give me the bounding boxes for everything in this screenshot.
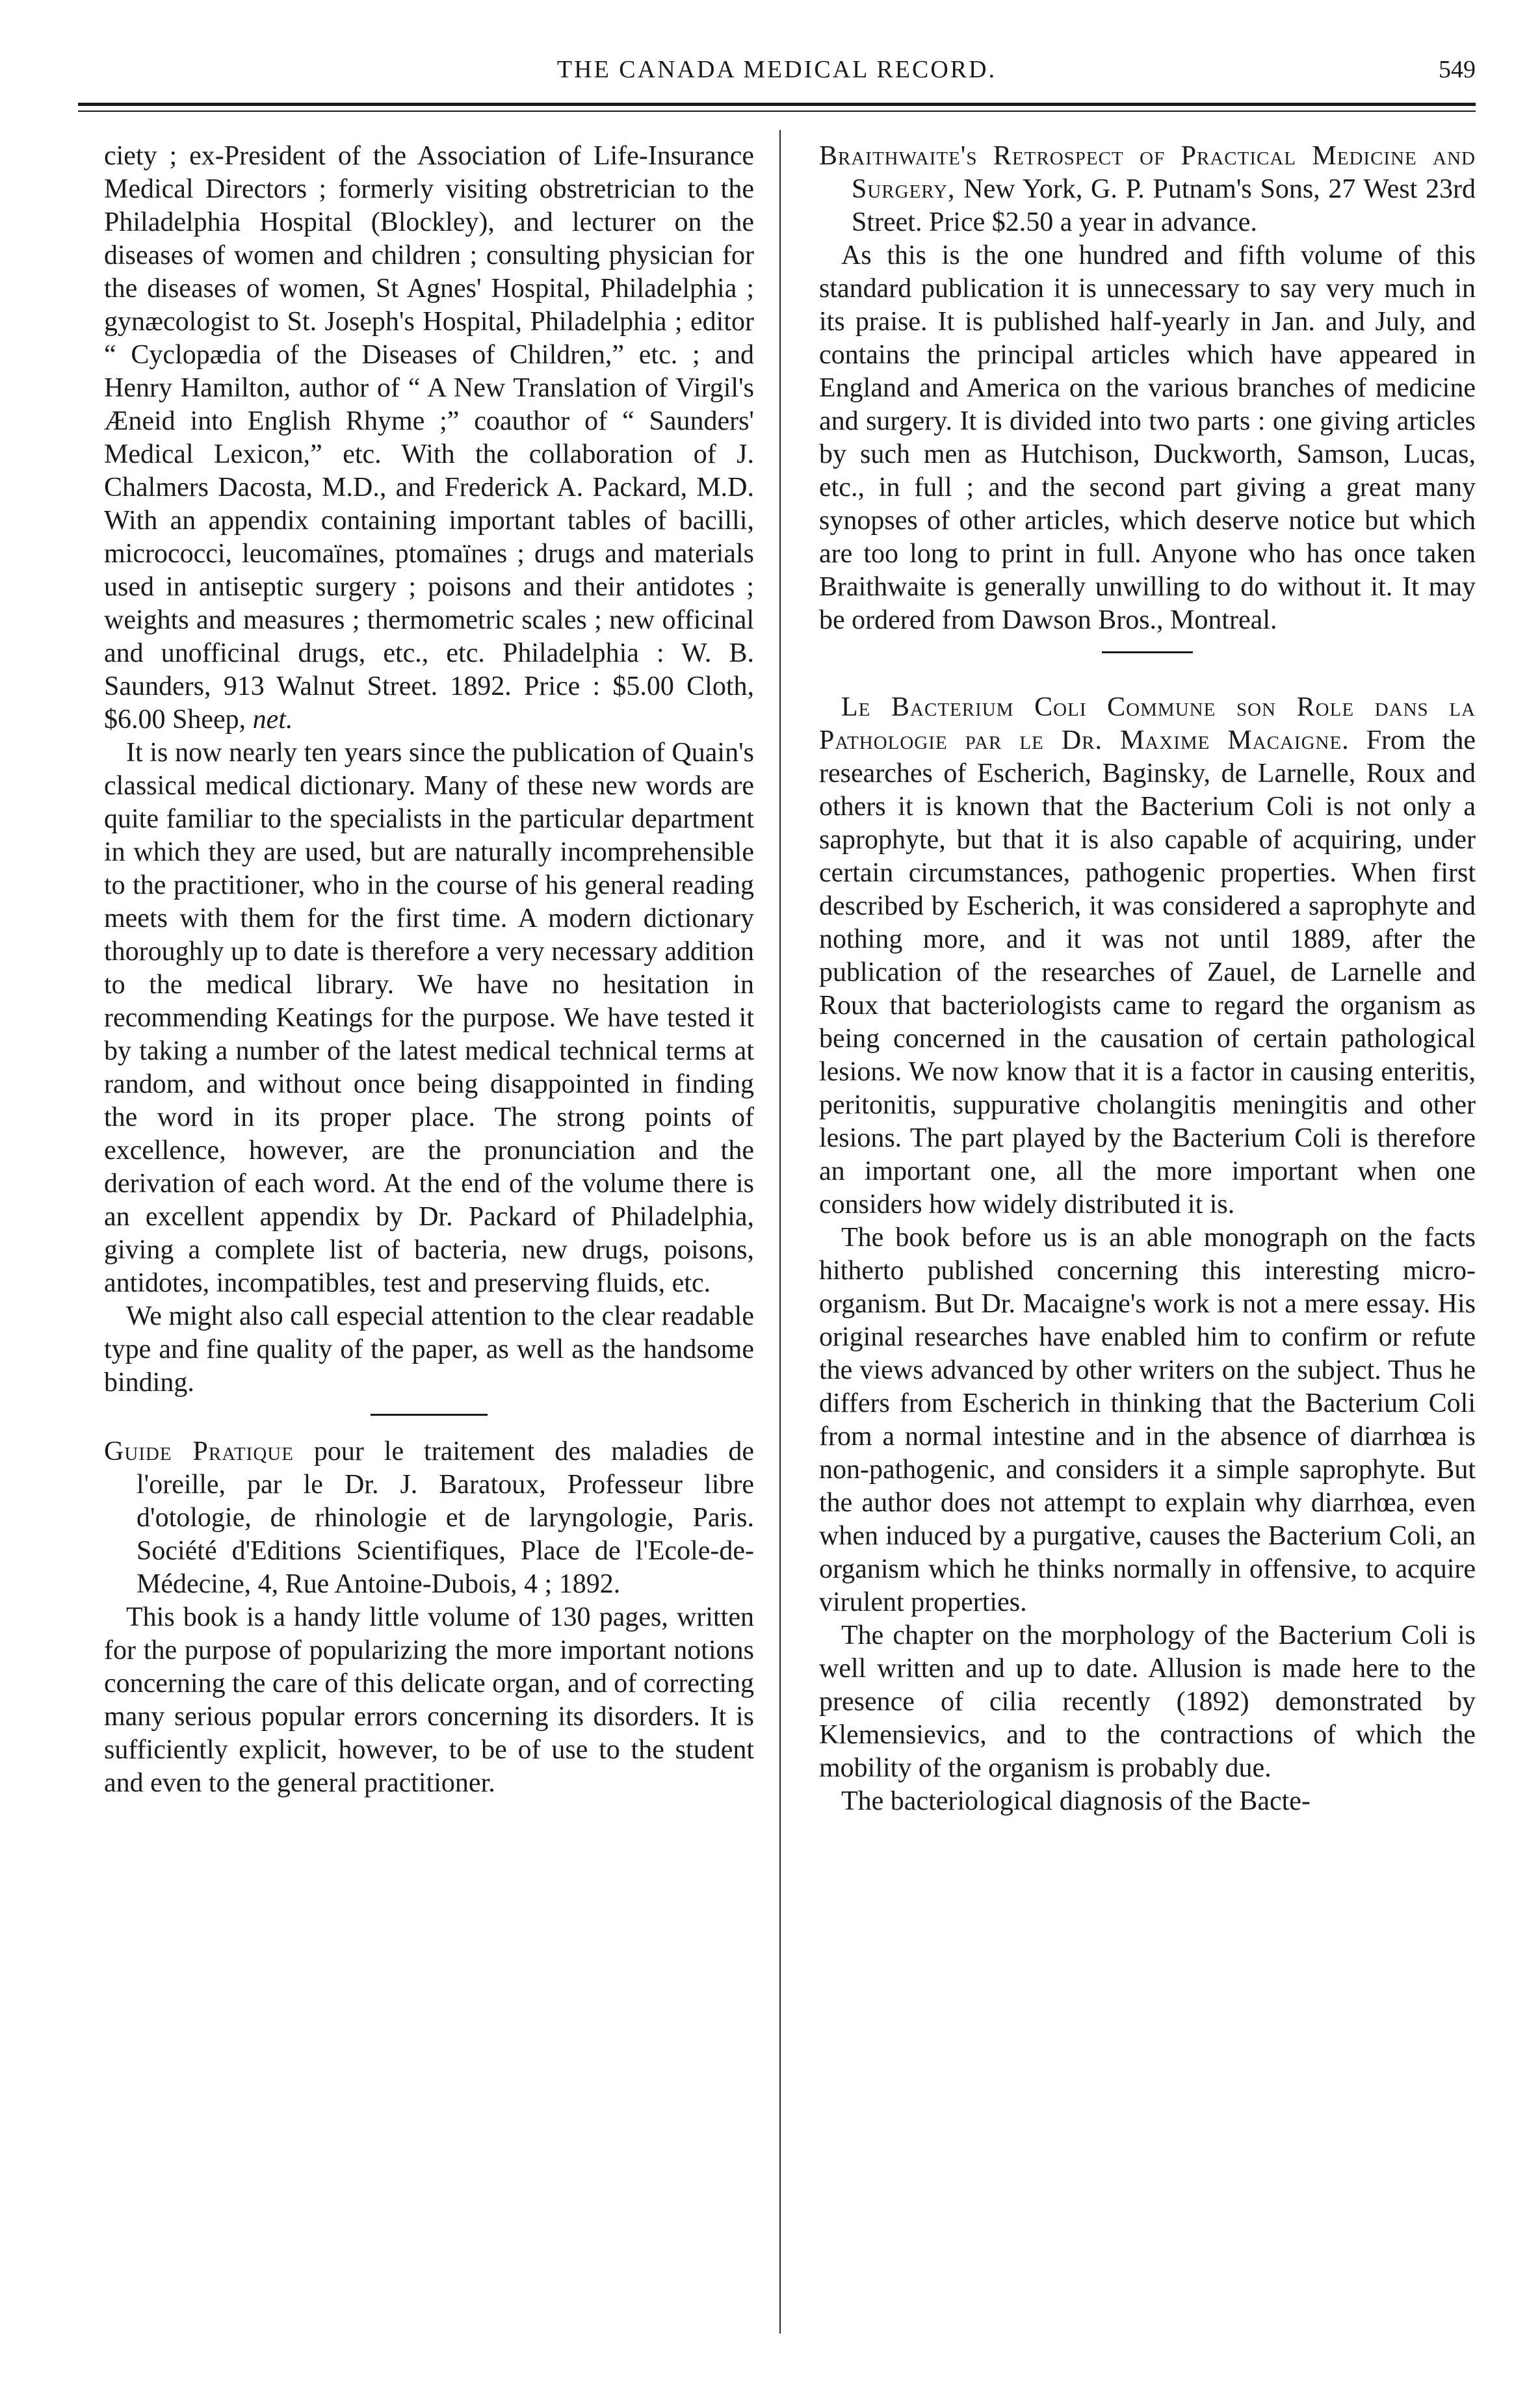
column-divider <box>779 130 781 2334</box>
section-divider <box>371 1414 488 1416</box>
dictionary-review-paragraph-2: We might also call especial attention to the clear readable type and fine quality of the paper, as well as the handsome binding. <box>104 1301 754 1398</box>
braithwaite-entry <box>819 140 1476 239</box>
book-entry-continued <box>104 140 754 736</box>
guide-pratique-citation: pour le traitement des maladies de l'oreille, par le Dr. J. Baratoux, Professeur libre d'otologie, de rhinologie et de laryngologie, Paris. Société d'Editions Scientifiques, Place de l'Ecole-de-Médecine, 4, Rue Antoine-Dubois, 4 ; 1892. <box>137 1437 754 1599</box>
section-divider <box>1102 651 1193 653</box>
guide-pratique-entry <box>104 1435 754 1601</box>
running-head <box>78 47 1476 92</box>
braithwaite-citation: New York, G. P. Putnam's Sons, 27 West 23rd Street. Price $2.50 a year in advance. <box>852 174 1476 237</box>
dictionary-review-paragraph-1: It is now nearly ten years since the publication of Quain's classical medical dictionary. Many of these new words are quite familiar to the specialists in the particular department in which they are used, but are naturally incomprehensible to the practitioner, who in the course of his general reading meets with them for the first time. A modern dictionary thoroughly up to date is therefore a very necessary addition to the medical library. We have no hesitation in recommending Keatings for the purpose. We have tested it by taking a number of the latest medical technical terms at random, and without once being disappointed in finding the word in its proper place. The strong points of excellence, however, are the pronunciation and the derivation of each word. At the end of the volume there is an excellent appendix by Dr. Packard of Philadelphia, giving a complete list of bacteria, new drugs, poisons, antidotes, incompatibles, test and preserving fluids, etc. <box>104 738 754 1298</box>
section-spacer <box>819 673 1476 691</box>
guide-pratique-review: This book is a handy little volume of 130 pages, written for the purpose of popularizing the more important notions concerning the care of this delicate organ, and of correcting many serious popular errors concerning its disorders. It is sufficiently explicit, however, to be of use to the student and even to the general practitioner. <box>104 1602 754 1798</box>
guide-pratique-title: Guide Pratique <box>104 1437 294 1466</box>
braithwaite-title: Braithwaite's Retrospect of Practical Medicine and Surgery, <box>819 141 1476 204</box>
braithwaite-review: As this is the one hundred and fifth volume of this standard publication it is unnecessary to say very much in its praise. It is published half-yearly in Jan. and July, and contains the principal articles which have appeared in England and America on the various branches of medicine and surgery. It is divided into two parts : one giving articles by such men as Hutchison, Duckworth, Samson, Lucas, etc., in full ; and the second part giving a great many synopses of other articles, which deserve notice but which are too long to print in full. Anyone who has once taken Braithwaite is generally unwilling to do without it. It may be ordered from Dawson Bros., Montreal. <box>819 241 1476 635</box>
journal-title: THE CANADA MEDICAL RECORD. <box>556 56 997 83</box>
header-rule-thin <box>78 111 1476 112</box>
bacterium-title: Le Bacterium Coli Commune son Role dans la Pathologie par le Dr. Maxime Macaigne. <box>819 692 1476 755</box>
book-entry-text: ciety ; ex-President of the Association of Life-Insurance Medical Directors ; formerly visiting obstretrician to the Philadelphia Hospital (Blockley), and lecturer on the diseases of women and children ; consulting physician for the diseases of women, St Agnes' Hospital, Philadelphia ; gynæcologist to St. Joseph's Hospital, Philadelphia ; editor “ Cyclopædia of the Diseases of Children,” etc. ; and Henry Hamilton, author of “ A New Translation of Virgil's Æneid into English Rhyme ;” coauthor of “ Saunders' Medical Lexicon,” etc. With the collaboration of J. Chalmers Dacosta, M.D., and Frederick A. Packard, M.D. With an appendix containing important tables of bacilli, micrococci, leucomaïnes, ptomaïnes ; drugs and materials used in antiseptic surgery ; poisons and their antidotes ; weights and measures ; thermometric scales ; new officinal and unofficinal drugs, etc., etc. Philadelphia : W. B. Saunders, 913 Walnut Street. 1892. Price : $5.00 Cloth, $6.00 Sheep, <box>104 141 754 735</box>
header-rule-thick <box>78 103 1476 106</box>
book-entry-net: net. <box>252 705 293 735</box>
bacterium-entry <box>819 691 1476 1221</box>
bacterium-paragraph-3: The chapter on the morphology of the Bacterium Coli is well written and up to date. Allusion is made here to the presence of cilia recently (1892) demonstrated by Klemensievics, and to the contractions of which the mobility of the organism is probably due. <box>819 1621 1476 1783</box>
right-column <box>819 140 1476 1818</box>
bacterium-paragraph-2: The book before us is an able monograph on the facts hitherto published concerning this interesting micro-organism. But Dr. Macaigne's work is not a mere essay. His original researches have enabled him to confirm or refute the views advanced by other writers on the subject. Thus he differs from Escherich in thinking that the Bacterium Coli from a normal intestine and in the absence of diarrhœa is non-pathogenic, and considers it a simple saprophyte. But the author does not attempt to explain why diarrhœa, even when induced by a purgative, causes the Bacterium Coli, an organism which he thinks normally in offensive, to acquire virulent properties. <box>819 1223 1476 1617</box>
page-number: 549 <box>1439 56 1476 83</box>
bacterium-paragraph-1: From the researches of Escherich, Baginsky, de Larnelle, Roux and others it is known that the Bacterium Coli is not only a saprophyte, but that it is also capable of acquiring, under certain circumstances, pathogenic properties. When first described by Escherich, it was considered a saprophyte and nothing more, and it was not until 1889, after the publication of the researches of Zauel, de Larnelle and Roux that bacteriologists came to regard the organism as being concerned in the causation of certain pathological lesions. We now know that it is a factor in causing enteritis, peritonitis, suppurative cholangitis meningitis and other lesions. The part played by the Bacterium Coli is therefore an important one, all the more important when one considers how widely distributed it is. <box>819 725 1476 1219</box>
left-column <box>104 140 754 1800</box>
bacterium-paragraph-4: The bacteriological diagnosis of the Bacte- <box>841 1786 1311 1816</box>
